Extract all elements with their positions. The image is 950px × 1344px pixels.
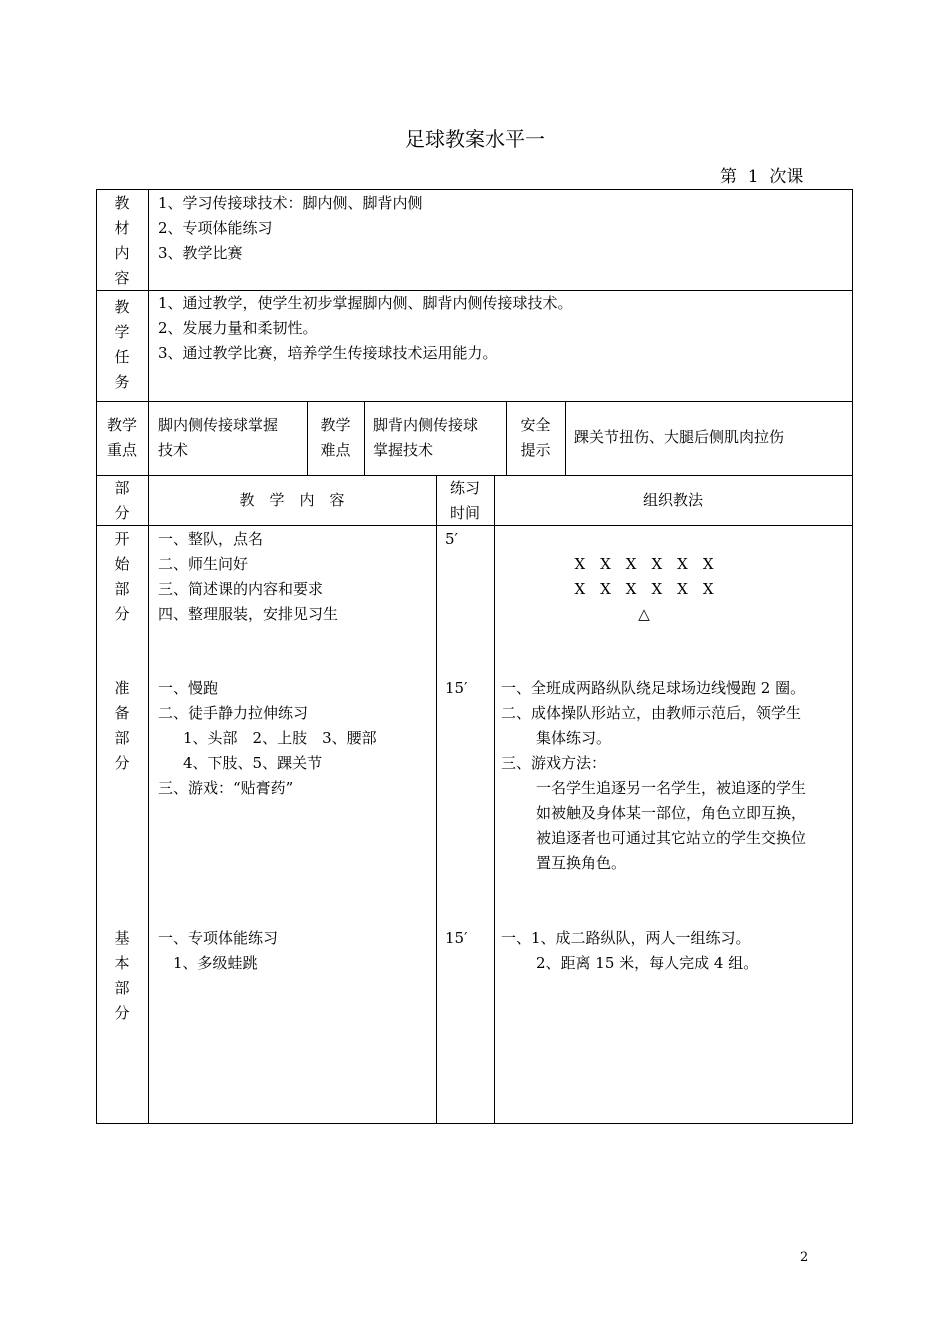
prep-part-time: 15′ — [445, 679, 468, 697]
safety-label: 安全 提示 — [520, 416, 551, 459]
list-item: 1、头部 2、上肢 3、腰部 — [183, 729, 377, 747]
materials-list — [158, 191, 423, 266]
formation-row: X X X X X X — [574, 555, 714, 573]
lesson-number: 第 1 次课 — [720, 167, 804, 187]
row-divider — [96, 401, 853, 402]
key-point-label: 教学 重点 — [106, 416, 137, 459]
basic-part-label: 基 本 部 分 — [114, 929, 130, 1022]
list-item: 1、学习传接球技术：脚内侧、脚背内侧 — [158, 194, 423, 212]
list-item: 一、慢跑 — [158, 679, 219, 697]
difficulty-value: 脚背内侧传接球 掌握技术 — [373, 416, 479, 459]
column-divider — [436, 475, 437, 1124]
table-border-top — [96, 189, 853, 190]
list-item: 四、整理服装，安排见习生 — [158, 605, 339, 623]
start-part-label: 开 始 部 分 — [114, 530, 130, 623]
method-header: 组织教法 — [642, 491, 703, 509]
list-item: 3、教学比赛 — [158, 244, 243, 262]
list-item: 一、专项体能练习 — [158, 929, 279, 947]
list-item: 4、下肢、5、踝关节 — [183, 754, 323, 772]
content-header: 教 学 内 容 — [239, 491, 345, 509]
safety-value: 踝关节扭伤、大腿后侧肌肉拉伤 — [574, 428, 785, 446]
basic-part-content — [158, 926, 278, 976]
prep-part-label: 准 备 部 分 — [114, 679, 130, 772]
list-item: 二、师生问好 — [158, 555, 249, 573]
formation-row: X X X X X X — [574, 580, 714, 598]
list-item: 1、多级蛙跳 — [173, 954, 258, 972]
difficulty-label: 教学 难点 — [320, 416, 351, 459]
tasks-label: 教 学 任 务 — [114, 298, 130, 391]
part-header: 部 分 — [114, 479, 130, 522]
start-part-content — [158, 527, 338, 627]
prep-part-method: 一、全班成两路纵队绕足球场边线慢跑 2 圈。 二、成体操队形站立，由教师示范后，领学生 集体练习。 三、游戏方法： 一名学生追逐另一名学生，被追逐的学生 如被触及身体某一部位，角色立即互换， 被追逐者也可通过其它站立的学生交换位 置互换角色。 — [501, 679, 807, 872]
column-divider — [364, 401, 365, 475]
key-point-value: 脚内侧传接球掌握 技术 — [158, 416, 279, 459]
basic-part-method: 一、1、成二路纵队，两人一组练习。 2、距离 15 米，每人完成 4 组。 — [501, 929, 759, 972]
list-item: 三、游戏：“贴膏药” — [158, 779, 294, 797]
list-item: 二、徒手静力拉伸练习 — [158, 704, 309, 722]
list-item: 一、整队，点名 — [158, 530, 264, 548]
prep-part-content — [158, 676, 377, 801]
table-border-right — [852, 189, 853, 1124]
formation-diagram — [494, 552, 794, 627]
teacher-marker: △ — [638, 605, 650, 623]
start-part-time: 5′ — [445, 530, 458, 548]
tasks-list — [158, 291, 573, 366]
column-divider — [565, 401, 566, 475]
page-number: 2 — [800, 1250, 809, 1265]
time-header: 练习 时间 — [449, 479, 480, 522]
list-item: 1、通过教学，使学生初步掌握脚内侧、脚背内侧传接球技术。 — [158, 294, 573, 312]
lesson-plan-table — [96, 189, 853, 1124]
basic-part-time: 15′ — [445, 929, 468, 947]
page-title: 足球教案水平一 — [405, 127, 545, 151]
list-item: 三、简述课的内容和要求 — [158, 580, 324, 598]
materials-label: 教 材 内 容 — [114, 194, 130, 287]
column-divider — [148, 189, 149, 1124]
table-border-bottom — [96, 1123, 853, 1124]
list-item: 3、通过教学比赛，培养学生传接球技术运用能力。 — [158, 344, 498, 362]
list-item: 2、专项体能练习 — [158, 219, 273, 237]
list-item: 2、发展力量和柔韧性。 — [158, 319, 318, 337]
